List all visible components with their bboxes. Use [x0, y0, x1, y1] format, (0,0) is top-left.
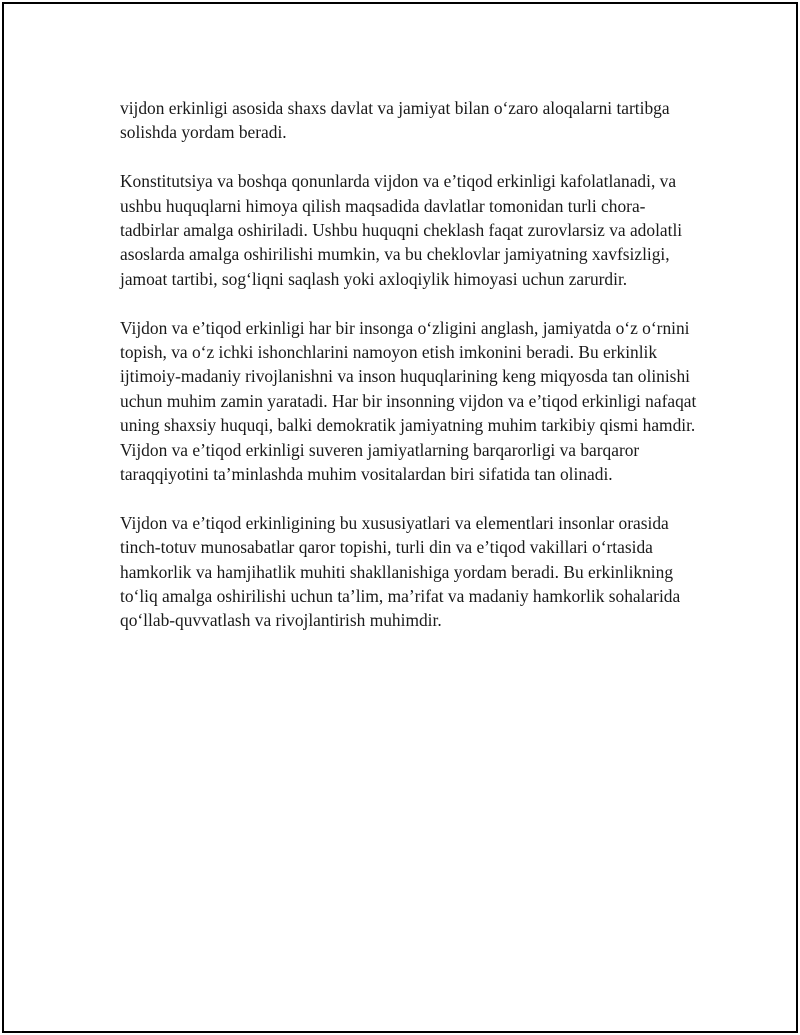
document-page: [2, 2, 798, 1033]
paragraph-2: Konstitutsiya va boshqa qonunlarda vijdon va e’tiqod erkinligi kafolatlanadi, va ushbu huquqlarni himoya qilish maqsadida davlatlar tomonidan turli chora-tadbirlar amalga oshiriladi. Ushbu huquqni cheklash faqat zurovlarsiz va adolatli asoslarda amalga oshirilishi mumkin, va bu cheklovlar jamiyatning xavfsizligi, jamoat tartibi, sog‘liqni saqlash yoki axloqiylik himoyasi uchun zarurdir.: [120, 171, 683, 289]
paragraph-4: Vijdon va e’tiqod erkinligining bu xususiyatlari va elementlari insonlar orasida tinch-totuv munosabatlar qaror topishi, turli din va e’tiqod vakillari o‘rtasida hamkorlik va hamjihatlik muhiti shakllanishiga yordam beradi. Bu erkinlikning to‘liq amalga oshirilishi uchun ta’lim, ma’rifat va madaniy hamkorlik sohalarida qo‘llab-quvvatlash va rivojlantirish muhimdir.: [120, 512, 681, 631]
paragraph-3: Vijdon va e’tiqod erkinligi har bir insonga o‘zligini anglash, jamiyatda o‘z o‘rnini topish, va o‘z ichki ishonchlarini namoyon etish imkonini beradi. Bu erkinlik ijtimoiy-madaniy rivojlanishni va inson huquqlarining keng miqyosda tan olinishi uchun muhim zamin yaratadi. Har bir insonning vijdon va e’tiqod erkinligi nafaqat uning shaxsiy huquqi, balki demokratik jamiyatning muhim tarkibiy qismi hamdir. Vijdon va e’tiqod erkinligi suveren jamiyatlarning barqarorligi va barqaror taraqqiyotini ta’minlashda muhim vositalardan biri sifatida tan olinadi.: [120, 317, 697, 485]
paragraph-1: vijdon erkinligi asosida shaxs davlat va jamiyat bilan o‘zaro aloqalarni tartibga solishda yordam beradi.: [120, 98, 670, 143]
document-body: [120, 96, 700, 657]
